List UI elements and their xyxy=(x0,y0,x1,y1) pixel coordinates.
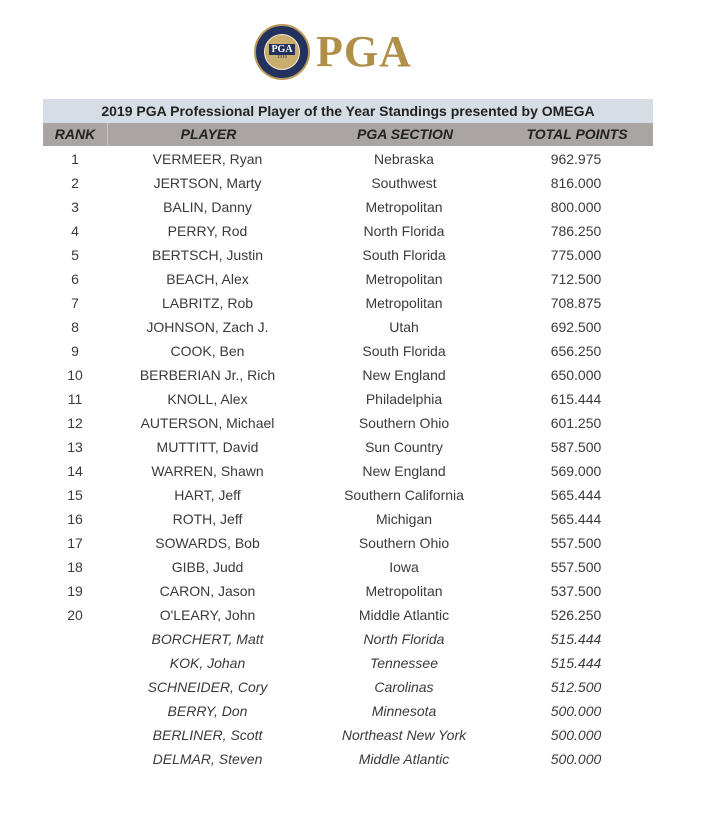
section-cell: Southern Ohio xyxy=(358,415,450,431)
points-cell: 775.000 xyxy=(550,247,602,263)
points-cell: 537.500 xyxy=(550,583,602,599)
table-row xyxy=(43,579,653,603)
rank-cell: 7 xyxy=(71,295,79,311)
header-pga-section: PGA SECTION xyxy=(357,126,453,142)
rank-cell-empty xyxy=(43,699,107,723)
player-cell: SCHNEIDER, Cory xyxy=(147,679,268,695)
player-cell: BALIN, Danny xyxy=(163,199,252,215)
points-cell: 500.000 xyxy=(550,703,602,719)
table-row xyxy=(43,387,653,411)
header-player: PLAYER xyxy=(180,126,237,142)
table-row xyxy=(43,315,653,339)
rank-cell: 12 xyxy=(67,415,83,431)
rank-cell: 3 xyxy=(71,199,79,215)
section-cell: Metropolitan xyxy=(365,583,443,599)
rank-cell: 9 xyxy=(71,343,79,359)
player-cell: CARON, Jason xyxy=(159,583,256,599)
player-cell: GIBB, Judd xyxy=(171,559,244,575)
standings-table xyxy=(43,99,653,771)
player-cell: JERTSON, Marty xyxy=(153,175,262,191)
player-cell: PERRY, Rod xyxy=(167,223,248,239)
rank-cell: 18 xyxy=(67,559,83,575)
points-cell: 512.500 xyxy=(550,679,602,695)
table-row xyxy=(43,459,653,483)
section-cell: Iowa xyxy=(389,559,419,575)
pga-wordmark: PGA xyxy=(316,27,412,76)
points-cell: 500.000 xyxy=(550,751,602,767)
points-cell: 500.000 xyxy=(550,727,602,743)
rank-cell: 6 xyxy=(71,271,79,287)
table-row xyxy=(43,411,653,435)
player-cell: BERLINER, Scott xyxy=(152,727,263,743)
points-cell: 656.250 xyxy=(550,343,602,359)
rank-cell: 14 xyxy=(67,463,83,479)
table-row xyxy=(43,531,653,555)
points-cell: 565.444 xyxy=(550,487,602,503)
points-cell: 712.500 xyxy=(550,271,602,287)
table-row xyxy=(43,291,653,315)
rank-cell-empty xyxy=(43,651,107,675)
section-cell: New England xyxy=(362,367,446,383)
rank-cell: 19 xyxy=(67,583,83,599)
pga-logo xyxy=(254,22,444,82)
alternate-row xyxy=(43,699,653,723)
header-rank: RANK xyxy=(43,123,108,146)
section-cell: Minnesota xyxy=(371,703,437,719)
points-cell: 692.500 xyxy=(550,319,602,335)
alternate-row xyxy=(43,651,653,675)
section-cell: Southwest xyxy=(371,175,437,191)
player-cell: BORCHERT, Matt xyxy=(151,631,264,647)
points-cell: 526.250 xyxy=(550,607,602,623)
rank-cell: 20 xyxy=(67,607,83,623)
section-cell: Middle Atlantic xyxy=(358,751,450,767)
pga-seal-icon xyxy=(254,24,310,80)
points-cell: 962.975 xyxy=(550,151,602,167)
player-cell: O'LEARY, John xyxy=(159,607,256,623)
section-cell: Middle Atlantic xyxy=(358,607,450,623)
table-row xyxy=(43,243,653,267)
player-cell: JOHNSON, Zach J. xyxy=(146,319,269,335)
alternate-row xyxy=(43,723,653,747)
player-cell: HART, Jeff xyxy=(174,487,241,503)
rank-cell: 10 xyxy=(67,367,83,383)
section-cell: Southern Ohio xyxy=(358,535,450,551)
section-cell: North Florida xyxy=(363,631,445,647)
table-row xyxy=(43,363,653,387)
section-cell: New England xyxy=(362,463,446,479)
player-cell: ROTH, Jeff xyxy=(172,511,243,527)
points-cell: 587.500 xyxy=(550,439,602,455)
table-row xyxy=(43,147,653,171)
points-cell: 800.000 xyxy=(550,199,602,215)
section-cell: Utah xyxy=(389,319,419,335)
alternate-row xyxy=(43,627,653,651)
player-cell: AUTERSON, Michael xyxy=(140,415,275,431)
seal-center xyxy=(264,34,300,70)
table-row xyxy=(43,555,653,579)
section-cell: Tennessee xyxy=(370,655,438,671)
rank-cell: 13 xyxy=(67,439,83,455)
rank-cell: 5 xyxy=(71,247,79,263)
header-total-points: TOTAL POINTS xyxy=(526,126,628,142)
section-cell: South Florida xyxy=(362,247,446,263)
rank-cell: 8 xyxy=(71,319,79,335)
table-row xyxy=(43,603,653,627)
rank-cell-empty xyxy=(43,723,107,747)
player-cell: SOWARDS, Bob xyxy=(155,535,260,551)
section-cell: Southern California xyxy=(344,487,464,503)
table-title: 2019 PGA Professional Player of the Year Standings presented by OMEGA xyxy=(43,99,653,123)
table-row xyxy=(43,339,653,363)
player-cell: LABRITZ, Rob xyxy=(161,295,254,311)
section-cell: Sun Country xyxy=(365,439,443,455)
points-cell: 569.000 xyxy=(550,463,602,479)
points-cell: 515.444 xyxy=(550,631,602,647)
points-cell: 708.875 xyxy=(550,295,602,311)
section-cell: North Florida xyxy=(363,223,445,239)
player-cell: WARREN, Shawn xyxy=(151,463,264,479)
points-cell: 557.500 xyxy=(550,559,602,575)
points-cell: 786.250 xyxy=(550,223,602,239)
points-cell: 515.444 xyxy=(550,655,602,671)
player-cell: KOK, Johan xyxy=(169,655,246,671)
rank-cell: 16 xyxy=(67,511,83,527)
table-row xyxy=(43,435,653,459)
table-row xyxy=(43,507,653,531)
section-cell: Metropolitan xyxy=(365,295,443,311)
table-row xyxy=(43,267,653,291)
player-cell: KNOLL, Alex xyxy=(167,391,248,407)
points-cell: 615.444 xyxy=(550,391,602,407)
section-cell: Metropolitan xyxy=(365,271,443,287)
points-cell: 557.500 xyxy=(550,535,602,551)
table-header-row xyxy=(43,123,653,146)
player-cell: VERMEER, Ryan xyxy=(152,151,263,167)
player-cell: BERTSCH, Justin xyxy=(152,247,263,263)
points-cell: 601.250 xyxy=(550,415,602,431)
rank-cell-empty xyxy=(43,627,107,651)
rank-cell: 2 xyxy=(71,175,79,191)
rank-cell: 11 xyxy=(67,391,83,407)
section-cell: Nebraska xyxy=(374,151,434,167)
player-cell: COOK, Ben xyxy=(170,343,245,359)
seal-year: 1916 xyxy=(277,54,287,60)
table-row xyxy=(43,219,653,243)
player-cell: DELMAR, Steven xyxy=(152,751,263,767)
player-cell: BEACH, Alex xyxy=(166,271,249,287)
section-cell: Metropolitan xyxy=(365,199,443,215)
section-cell: Philadelphia xyxy=(365,391,443,407)
rank-cell: 17 xyxy=(67,535,83,551)
table-row xyxy=(43,195,653,219)
player-cell: BERRY, Don xyxy=(167,703,248,719)
alternate-row xyxy=(43,747,653,771)
table-body xyxy=(43,146,653,771)
points-cell: 816.000 xyxy=(550,175,602,191)
player-cell: BERBERIAN Jr., Rich xyxy=(139,367,276,383)
alternate-row xyxy=(43,675,653,699)
rank-cell-empty xyxy=(43,747,107,771)
rank-cell: 1 xyxy=(71,151,79,167)
rank-cell: 15 xyxy=(67,487,83,503)
table-row xyxy=(43,483,653,507)
section-cell: Carolinas xyxy=(374,679,434,695)
wordmark-registered-mark: . xyxy=(411,61,415,70)
section-cell: Michigan xyxy=(375,511,433,527)
seal-text: PGA xyxy=(271,43,293,55)
points-cell: 650.000 xyxy=(550,367,602,383)
section-cell: South Florida xyxy=(362,343,446,359)
rank-cell-empty xyxy=(43,675,107,699)
table-row xyxy=(43,171,653,195)
player-cell: MUTTITT, David xyxy=(156,439,259,455)
rank-cell: 4 xyxy=(71,223,79,239)
section-cell: Northeast New York xyxy=(341,727,467,743)
points-cell: 565.444 xyxy=(550,511,602,527)
